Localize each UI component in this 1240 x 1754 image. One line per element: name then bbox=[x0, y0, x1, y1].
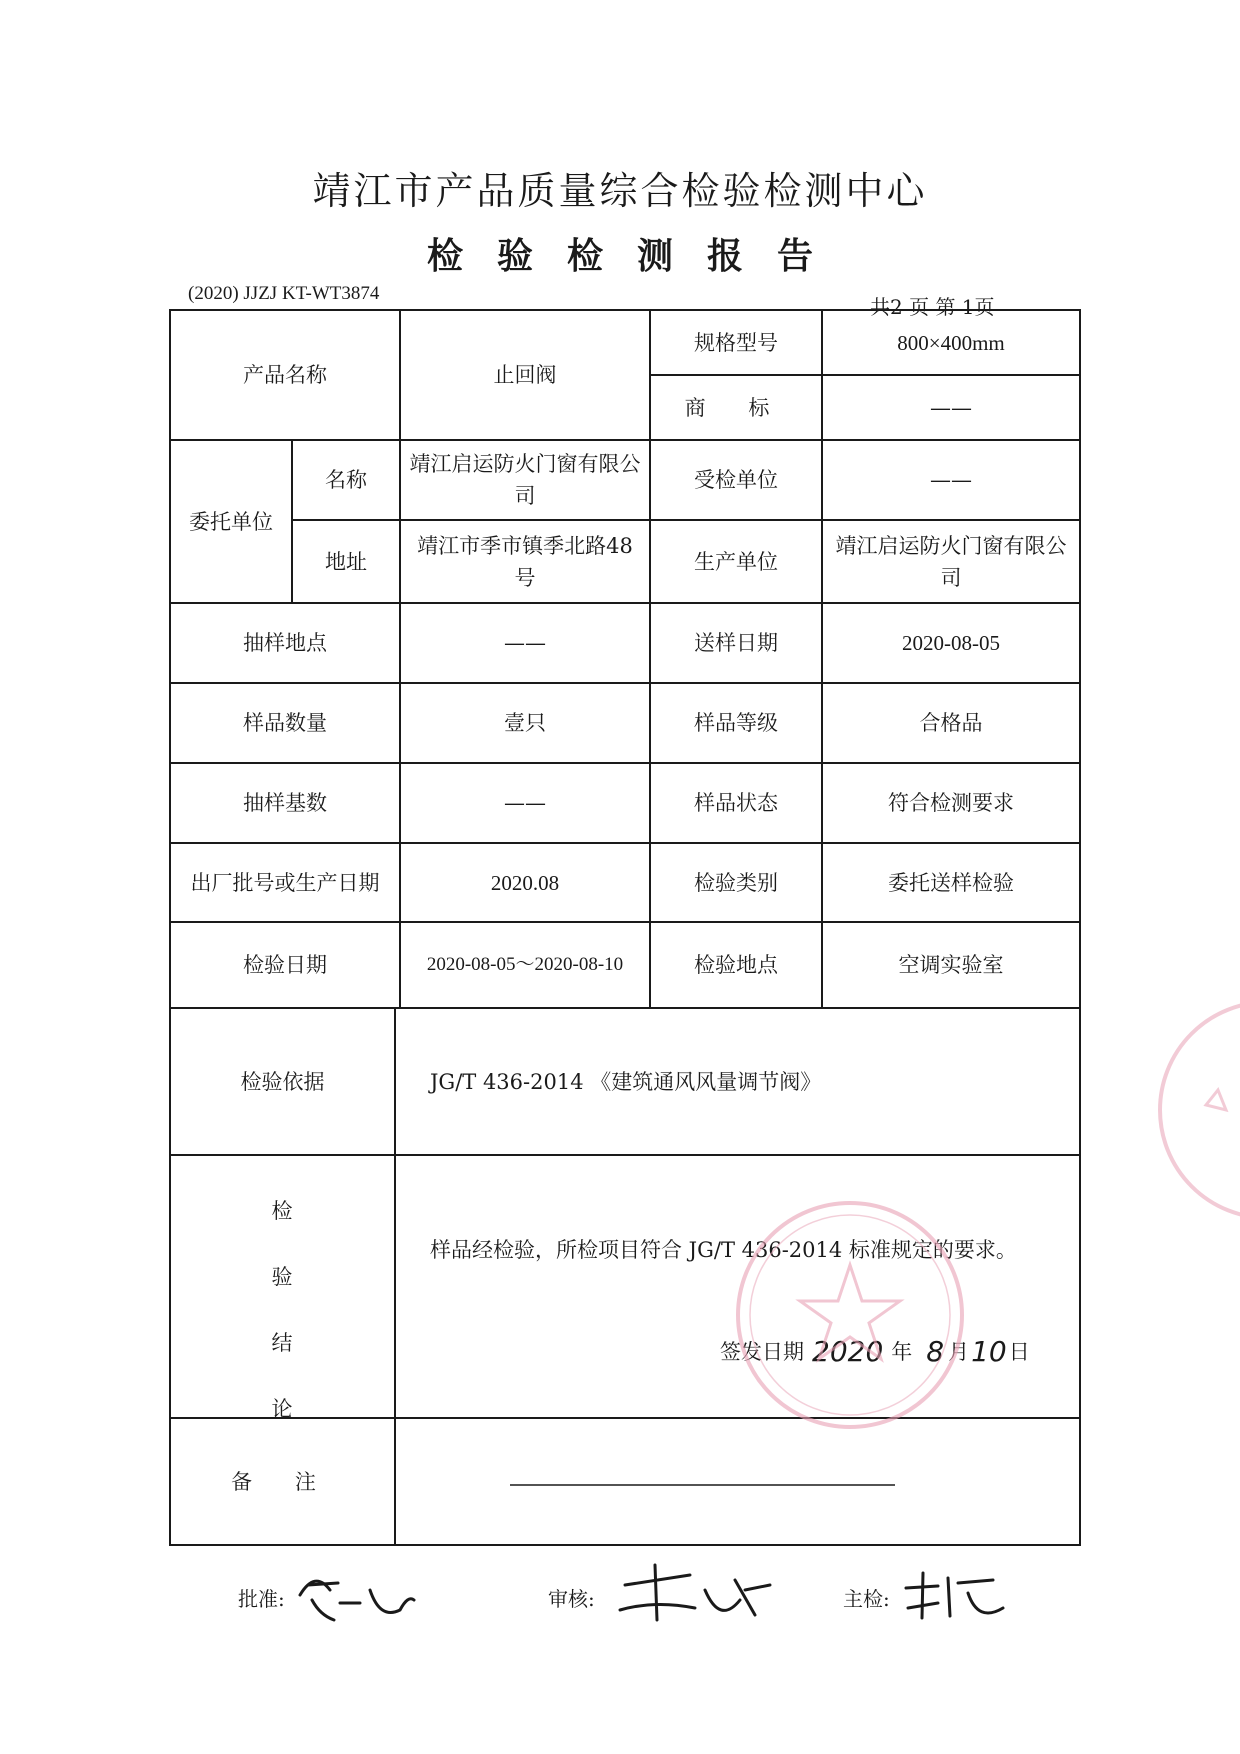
client-address-label: 地址 bbox=[325, 549, 367, 574]
approver-label: 批准: bbox=[238, 1587, 285, 1611]
issue-date bbox=[720, 1330, 1060, 1374]
manufacturer-label: 生产单位 bbox=[694, 549, 778, 574]
sample-qty-label: 样品数量 bbox=[243, 711, 327, 735]
client-address-value: 靖江市季市镇季北路48号 bbox=[417, 533, 633, 590]
spec-label: 规格型号 bbox=[694, 330, 778, 355]
inspection-place-label: 检验地点 bbox=[694, 953, 778, 977]
reviewer-label: 审核: bbox=[548, 1587, 595, 1611]
sample-status-label: 样品状态 bbox=[694, 791, 778, 815]
sample-grade-value: 合格品 bbox=[919, 711, 983, 735]
issue-date-label: 签发日期 bbox=[720, 1340, 804, 1364]
inspected-unit-value: —— bbox=[930, 468, 972, 492]
issue-year-unit: 年 bbox=[891, 1340, 913, 1364]
sample-grade-label: 样品等级 bbox=[694, 711, 778, 735]
spec-value: 800×400mm bbox=[897, 330, 1005, 355]
issue-day: 10 bbox=[971, 1335, 1007, 1368]
sampling-base-label: 抽样基数 bbox=[243, 791, 327, 815]
delivery-date-value: 2020-08-05 bbox=[902, 631, 1000, 655]
batch-label: 出厂批号或生产日期 bbox=[190, 870, 380, 895]
sampling-place-value: —— bbox=[504, 631, 546, 655]
issue-year: 2020 bbox=[812, 1335, 884, 1368]
report-number: (2020) JJZJ KT-WT3874 bbox=[188, 283, 380, 304]
inspection-place-value: 空调实验室 bbox=[898, 953, 1004, 977]
sample-status-value: 符合检测要求 bbox=[888, 791, 1014, 815]
issue-month-unit: 月 bbox=[948, 1340, 970, 1364]
org-name: 靖江市产品质量综合检验检测中心 bbox=[312, 169, 928, 213]
sampling-base-value: —— bbox=[504, 791, 546, 815]
inspected-unit-label: 受检单位 bbox=[694, 468, 778, 492]
page-info: 共2 页 第 1页 bbox=[870, 295, 995, 319]
conclusion-label-char: 验 bbox=[271, 1265, 293, 1289]
trademark-value: —— bbox=[930, 395, 972, 420]
issue-month: 8 bbox=[926, 1335, 945, 1368]
conclusion-label-char: 结 bbox=[271, 1331, 293, 1355]
remarks-label: 备 注 bbox=[231, 1469, 334, 1494]
inspection-type-value: 委托送样检验 bbox=[888, 870, 1014, 895]
delivery-date-label: 送样日期 bbox=[694, 631, 778, 655]
product-name-value: 止回阀 bbox=[493, 363, 557, 387]
trademark-label: 商 标 bbox=[684, 395, 788, 420]
conclusion-value: 样品经检验，所检项目符合 JG/T 436-2014 标准规定的要求。 bbox=[430, 1238, 1017, 1262]
sampling-place-label: 抽样地点 bbox=[243, 631, 327, 655]
conclusion-label-char: 检 bbox=[271, 1199, 293, 1223]
issue-day-unit: 日 bbox=[1008, 1340, 1030, 1364]
approver-signature bbox=[290, 1565, 420, 1630]
reviewer-signature bbox=[605, 1560, 775, 1635]
inspection-date-value: 2020-08-05～2020-08-10 bbox=[426, 954, 624, 975]
basis-label: 检验依据 bbox=[240, 1069, 325, 1094]
report-title: 检验检测报告 bbox=[426, 235, 847, 277]
conclusion-label-char: 论 bbox=[271, 1397, 293, 1421]
inspector-label: 主检: bbox=[843, 1587, 890, 1611]
batch-value: 2020.08 bbox=[490, 870, 560, 895]
client-name-label: 名称 bbox=[325, 468, 367, 492]
basis-value: JG/T 436-2014 《建筑通风风量调节阀》 bbox=[430, 1069, 822, 1094]
sample-qty-value: 壹只 bbox=[504, 711, 546, 735]
manufacturer-value: 靖江启运防火门窗有限公司 bbox=[835, 533, 1067, 590]
inspection-date-label: 检验日期 bbox=[243, 953, 327, 977]
inspector-signature bbox=[898, 1568, 1008, 1628]
inspection-type-label: 检验类别 bbox=[694, 870, 778, 895]
product-name-label: 产品名称 bbox=[243, 363, 327, 387]
client-label: 委托单位 bbox=[189, 509, 273, 534]
client-name-value: 靖江启运防火门窗有限公司 bbox=[409, 452, 641, 508]
